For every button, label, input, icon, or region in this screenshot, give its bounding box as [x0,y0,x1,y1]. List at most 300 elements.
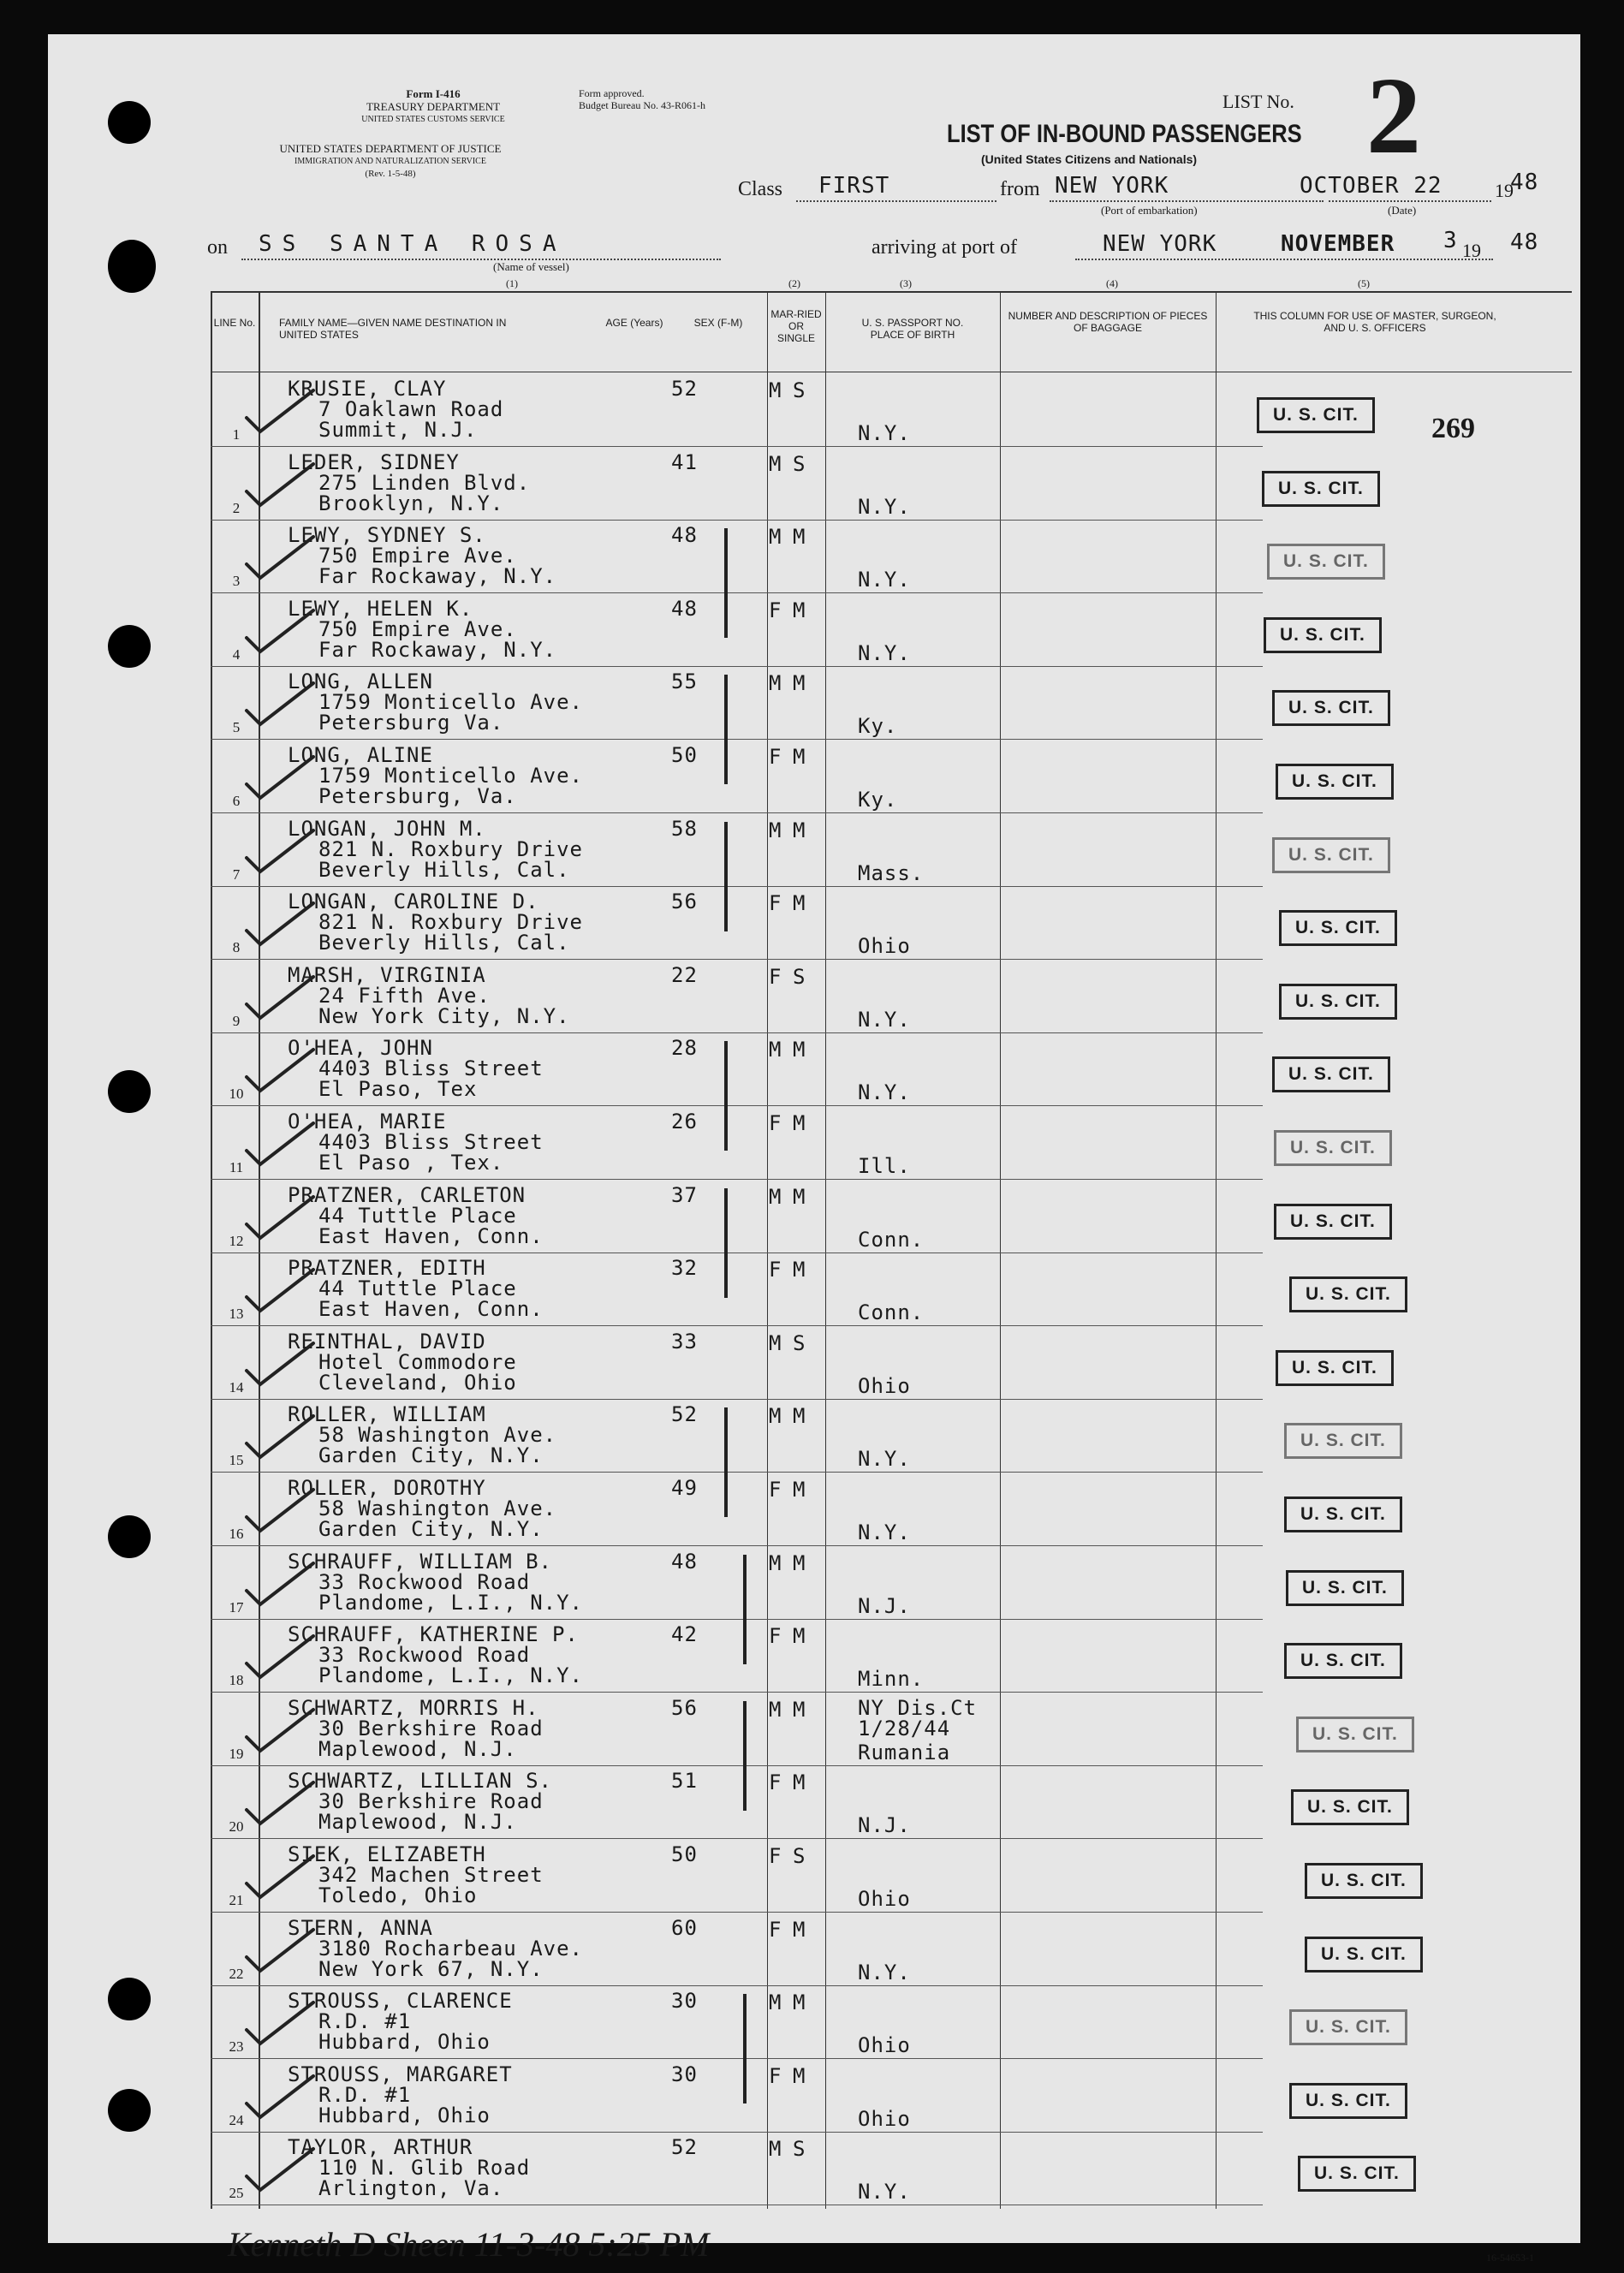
place-of-birth: N.Y. [858,2180,911,2204]
line-number: 16 [229,1526,244,1542]
punch-hole [108,1070,151,1113]
family-bracket [743,1994,747,2103]
on-label: on [207,236,228,259]
passport-number: NY Dis.Ct [858,1696,978,1720]
passenger-sex: F [769,2064,782,2088]
passenger-age: 49 [671,1476,698,1500]
passenger-name: SCHRAUFF, WILLIAM B. [288,1550,552,1574]
passenger-age: 26 [671,1110,698,1134]
line-number: 22 [229,1966,244,1982]
marital-status: M [793,818,806,842]
check-mark-icon [241,604,318,655]
address-line-1: R.D. #1 [318,2009,412,2033]
column-heading-officers: THIS COLUMN FOR USE OF MASTER, SURGEON, AND U. S. OFFICERS [1253,310,1496,334]
arriving-label: arriving at port of [871,236,1017,259]
citizen-stamp: U. S. CIT. [1286,1570,1404,1606]
place-of-birth: Conn. [858,1228,925,1252]
check-mark-icon [241,1849,318,1901]
marital-status: M [793,1551,806,1575]
signature [228,2224,709,2264]
passenger-age: 56 [671,890,698,913]
column-heading-line: LINE No. [213,317,256,329]
arrival-date: NOVEMBER [1281,231,1395,257]
citizen-stamp: U. S. CIT. [1289,1276,1407,1312]
check-mark-icon [241,1116,318,1168]
marital-status: M [793,745,806,769]
check-mark-icon [241,1190,318,1241]
line-number: 4 [232,646,241,663]
justice-label: UNITED STATES DEPARTMENT OF JUSTICE [279,142,502,155]
address-line-1: 750 Empire Ave. [318,544,517,568]
row-divider [211,2058,1263,2059]
marital-status: M [793,1770,806,1794]
passenger-age: 41 [671,450,698,474]
passenger-name: PRATZNER, EDITH [288,1256,486,1280]
line-number: 19 [229,1746,244,1762]
passenger-age: 50 [671,1842,698,1866]
address-line-1: 750 Empire Ave. [318,617,517,641]
row-divider [211,1179,1263,1180]
marital-status: M [793,1185,806,1209]
manifest-page [48,34,1580,2264]
passenger-sex: M [769,452,782,476]
citizen-stamp: U. S. CIT. [1289,2083,1407,2119]
address-line-1: 821 N. Roxbury Drive [318,837,583,861]
passenger-age: 28 [671,1036,698,1060]
row-divider [211,1619,1263,1620]
address-line-1: 7 Oaklawn Road [318,397,504,421]
place-of-birth: N.J. [858,1813,911,1837]
marital-status: S [793,1331,806,1355]
row-divider [211,1838,1263,1839]
address-line-2: Maplewood, N.J. [318,1810,517,1834]
list-label: LIST No. [1222,91,1294,112]
citizen-stamp: U. S. CIT. [1279,910,1397,946]
passenger-name: STROUSS, MARGARET [288,2062,513,2086]
column-number-2: (2) [788,277,800,289]
address-line-2: Hubbard, Ohio [318,2030,491,2054]
line-number: 14 [229,1379,244,1395]
list-subtitle: (United States Citizens and Nationals) [981,152,1198,166]
passenger-sex: F [769,598,782,622]
place-of-birth: Minn. [858,1667,925,1691]
place-of-birth: Ohio [858,934,911,958]
passenger-name: ROLLER, WILLIAM [288,1402,486,1426]
place-of-birth: N.Y. [858,1008,911,1032]
passenger-age: 58 [671,817,698,841]
line-number: 21 [229,1892,244,1908]
family-bracket [743,1555,747,1664]
passenger-name: LONGAN, CAROLINE D. [288,890,539,913]
passenger-sex: M [769,1698,782,1722]
row-divider [211,520,1263,521]
address-line-2: El Paso , Tex. [318,1151,504,1175]
embark-caption: (Port of embarkation) [1101,204,1198,217]
customs-label: UNITED STATES CUSTOMS SERVICE [361,115,505,124]
arrival-year: 48 [1510,229,1539,255]
check-mark-icon [241,1409,318,1461]
address-line-1: R.D. #1 [318,2083,412,2107]
passenger-sex: F [769,965,782,989]
address-line-2: Maplewood, N.J. [318,1737,517,1761]
passenger-age: 37 [671,1183,698,1207]
column-number-4: (4) [1106,277,1118,289]
address-line-2: Petersburg, Va. [318,784,517,808]
marital-status: M [793,671,806,695]
passenger-name: LONG, ALLEN [288,669,433,693]
signature-text: Kenneth D Sheen 11-3-48 5:25 PM [228,2225,710,2264]
address-line-2: Far Rockaway, N.Y. [318,638,557,662]
immigration-label: IMMIGRATION AND NATURALIZATION SERVICE [294,157,486,166]
place-of-birth: N.Y. [858,421,911,445]
check-mark-icon [241,1629,318,1681]
date-caption: (Date) [1388,204,1417,217]
marital-status: S [793,2137,806,2161]
family-bracket [743,1701,747,1811]
from-label: from [1000,178,1040,200]
punch-hole [108,1515,151,1558]
passenger-name: REINTHAL, DAVID [288,1330,486,1354]
marital-status: S [793,452,806,476]
punch-hole [108,240,156,293]
line-number: 3 [232,573,241,589]
marital-status: M [793,2064,806,2088]
address-line-1: 58 Washington Ave. [318,1496,557,1520]
place-of-birth: N.Y. [858,495,911,519]
passenger-name: O'HEA, MARIE [288,1110,447,1134]
line-number: 9 [232,1013,241,1029]
check-mark-icon [241,824,318,875]
address-line-1: 275 Linden Blvd. [318,471,531,495]
rev-label: (Rev. 1-5-48) [365,169,416,179]
citizen-stamp: U. S. CIT. [1267,544,1385,580]
check-mark-icon [241,896,318,948]
check-mark-icon [241,1996,318,2047]
row-divider [211,959,1263,960]
passenger-name: SCHRAUFF, KATHERINE P. [288,1622,579,1646]
citizen-stamp: U. S. CIT. [1276,1350,1394,1386]
check-mark-icon [241,1483,318,1534]
marital-status: M [793,1038,806,1062]
punch-hole [108,625,151,668]
passenger-name: LEDER, SIDNEY [288,450,460,474]
citizen-stamp: U. S. CIT. [1272,690,1390,726]
marital-status: M [793,1918,806,1942]
passenger-sex: F [769,745,782,769]
class-label: Class [738,178,783,200]
passenger-name: LONGAN, JOHN M. [288,817,486,841]
passenger-age: 42 [671,1622,698,1646]
treasury-label: TREASURY DEPARTMENT [366,100,501,113]
check-mark-icon [241,530,318,581]
passenger-age: 30 [671,2062,698,2086]
row-divider [211,1105,1263,1106]
address-line-2: Cleveland, Ohio [318,1371,517,1395]
passenger-name: TAYLOR, ARTHUR [288,2135,473,2159]
citizen-stamp: U. S. CIT. [1305,1937,1423,1973]
row-divider [211,1692,1263,1693]
passenger-sex: M [769,378,782,402]
passenger-age: 22 [671,963,698,987]
passenger-name: PRATZNER, CARLETON [288,1183,526,1207]
vessel-name: SS SANTA ROSA [259,231,567,257]
place-of-birth: N.Y. [858,1961,911,1984]
line-number: 11 [229,1159,244,1175]
passenger-name: KRUSIE, CLAY [288,377,447,401]
address-line-1: 58 Washington Ave. [318,1423,557,1447]
place-of-birth: Mass. [858,861,925,885]
check-mark-icon [241,1703,318,1754]
marital-status: S [793,965,806,989]
column-heading-sex: SEX (F-M) [693,317,743,329]
check-mark-icon [241,384,318,435]
passenger-age: 30 [671,1989,698,2013]
line-number: 13 [229,1306,244,1322]
marital-status: M [793,525,806,549]
passenger-age: 52 [671,377,698,401]
address-line-1: 4403 Bliss Street [318,1056,544,1080]
line-number: 18 [229,1672,244,1688]
marital-status: M [793,1698,806,1722]
year-prefix-2: 19 [1462,240,1481,261]
citizen-stamp: U. S. CIT. [1276,764,1394,800]
citizen-stamp: U. S. CIT. [1262,471,1380,507]
passenger-age: 52 [671,1402,698,1426]
marital-status: M [793,1111,806,1135]
vessel-caption: (Name of vessel) [493,260,569,273]
check-mark-icon [241,2069,318,2121]
passenger-name: SCHWARTZ, LILLIAN S. [288,1769,552,1793]
check-mark-icon [241,1556,318,1608]
passenger-age: 33 [671,1330,698,1354]
place-of-birth: Ohio [858,2033,911,2057]
passenger-name: STERN, ANNA [288,1916,433,1940]
passenger-sex: M [769,1404,782,1428]
marital-status: S [793,378,806,402]
citizen-stamp: U. S. CIT. [1272,1056,1390,1092]
place-of-birth: Rumania [858,1740,951,1764]
marital-status: M [793,891,806,915]
row-divider [211,812,1263,813]
column-heading-age: AGE (Years) [605,317,663,329]
citizen-stamp: U. S. CIT. [1274,1130,1392,1166]
passenger-age: 50 [671,743,698,767]
passenger-sex: F [769,891,782,915]
citizen-stamp: U. S. CIT. [1289,2009,1407,2045]
family-bracket [724,1041,728,1151]
place-of-birth: N.Y. [858,1520,911,1544]
row-divider [211,446,1263,447]
address-line-2: Plandome, L.I., N.Y. [318,1591,583,1615]
column-heading-married: MAR-RIED OR SINGLE [770,308,822,344]
address-line-1: 30 Berkshire Road [318,1789,544,1813]
check-mark-icon [241,1923,318,1974]
address-line-2: New York 67, N.Y. [318,1957,544,1981]
citizen-stamp: U. S. CIT. [1291,1789,1409,1825]
check-mark-icon [241,1043,318,1094]
column-heading-name: FAMILY NAME—GIVEN NAME DESTINATION IN UNITED STATES [279,317,507,341]
place-of-birth: N.Y. [858,641,911,665]
passenger-sex: F [769,1478,782,1502]
check-mark-icon [241,1776,318,1827]
address-line-1: 24 Fifth Ave. [318,984,491,1008]
row-divider [211,666,1263,667]
departure-date: OCTOBER 22 [1300,173,1443,199]
from-value: NEW YORK [1055,173,1169,199]
check-mark-icon [241,1263,318,1314]
passenger-name: LEWY, SYDNEY S. [288,523,486,547]
arrival-day: 3 [1443,228,1458,253]
address-line-1: 44 Tuttle Place [318,1204,517,1228]
passenger-name: MARSH, VIRGINIA [288,963,486,987]
address-line-2: Brooklyn, N.Y. [318,491,504,515]
address-line-2: East Haven, Conn. [318,1297,544,1321]
marital-status: M [793,1404,806,1428]
column-heading-baggage: NUMBER AND DESCRIPTION OF PIECES OF BAGGAGE [1008,310,1208,334]
passenger-sex: M [769,1990,782,2014]
passenger-sex: M [769,1551,782,1575]
line-number: 2 [232,500,241,516]
family-bracket [724,822,728,931]
margin-note: 269 [1431,413,1475,444]
form-number: Form I-416 [406,87,461,100]
passenger-age: 51 [671,1769,698,1793]
line-number: 1 [232,426,241,443]
punch-hole [108,1978,151,2020]
passenger-age: 48 [671,597,698,621]
address-line-2: Petersburg Va. [318,711,504,735]
place-of-birth: N.Y. [858,1080,911,1104]
address-line-2: East Haven, Conn. [318,1224,544,1248]
place-of-birth: Ohio [858,1887,911,1911]
line-number: 20 [229,1818,244,1835]
passenger-age: 55 [671,669,698,693]
marital-status: M [793,1258,806,1282]
row-divider [211,1325,1263,1326]
family-bracket [724,1407,728,1517]
footer-code: 16-54653-1 [1486,2252,1534,2264]
address-line-1: 110 N. Glib Road [318,2156,531,2180]
passenger-sex: F [769,1111,782,1135]
passenger-sex: F [769,1258,782,1282]
address-line-1: 3180 Rocharbeau Ave. [318,1937,583,1961]
passenger-name: STROUSS, CLARENCE [288,1989,513,2013]
passenger-sex: M [769,525,782,549]
column-heading-passport: U. S. PASSPORT NO. PLACE OF BIRTH [861,317,964,341]
passenger-sex: M [769,671,782,695]
passenger-sex: M [769,2137,782,2161]
column-number-5: (5) [1358,277,1370,289]
list-number: 2 [1366,55,1421,176]
passenger-age: 48 [671,1550,698,1574]
address-line-2: Far Rockaway, N.Y. [318,564,557,588]
passenger-age: 56 [671,1696,698,1720]
passenger-sex: M [769,818,782,842]
class-value: FIRST [818,173,890,199]
passenger-age: 48 [671,523,698,547]
row-divider [211,1472,1263,1473]
check-mark-icon [241,750,318,801]
punch-hole [108,101,151,144]
marital-status: M [793,1478,806,1502]
passenger-sex: F [769,1918,782,1942]
marital-status: M [793,598,806,622]
address-line-1: Hotel Commodore [318,1350,517,1374]
address-line-1: 821 N. Roxbury Drive [318,910,583,934]
family-bracket [724,675,728,784]
address-line-1: 44 Tuttle Place [318,1276,517,1300]
row-divider [211,739,1263,740]
place-of-birth: Ky. [858,788,898,812]
family-bracket [724,1188,728,1298]
address-line-2: Garden City, N.Y. [318,1443,544,1467]
line-number: 7 [232,866,241,883]
marital-status: M [793,1624,806,1648]
arrival-port: NEW YORK [1103,231,1217,257]
row-divider [211,1765,1263,1766]
address-line-1: 1759 Monticello Ave. [318,690,583,714]
citizen-stamp: U. S. CIT. [1296,1717,1414,1752]
citizen-stamp: U. S. CIT. [1264,617,1382,653]
place-of-birth: N.Y. [858,568,911,592]
address-line-1: 342 Machen Street [318,1863,544,1887]
budget-bureau: Budget Bureau No. 43-R061-h [579,99,705,111]
address-line-2: Beverly Hills, Cal. [318,858,570,882]
address-line-2: New York City, N.Y. [318,1004,570,1028]
column-number-3: (3) [900,277,912,289]
line-number: 8 [232,939,241,955]
row-divider [211,1912,1263,1913]
marital-status: M [793,1990,806,2014]
line-number: 15 [229,1452,244,1468]
passenger-age: 60 [671,1916,698,1940]
line-number: 6 [232,793,241,809]
passenger-sex: F [769,1844,782,1868]
passenger-name: ROLLER, DOROTHY [288,1476,486,1500]
citizen-stamp: U. S. CIT. [1298,2156,1416,2192]
check-mark-icon [241,676,318,728]
address-line-1: 30 Berkshire Road [318,1717,544,1740]
address-line-1: 4403 Bliss Street [318,1130,544,1154]
passport-date: 1/28/44 [858,1717,951,1740]
line-number: 12 [229,1233,244,1249]
citizen-stamp: U. S. CIT. [1274,1204,1392,1240]
line-number: 17 [229,1599,244,1615]
line-number: 5 [232,719,241,735]
row-divider [211,1032,1263,1033]
place-of-birth: Conn. [858,1300,925,1324]
citizen-stamp: U. S. CIT. [1305,1863,1423,1899]
address-line-1: 33 Rockwood Road [318,1643,531,1667]
address-line-2: Garden City, N.Y. [318,1517,544,1541]
passenger-age: 32 [671,1256,698,1280]
address-line-1: 1759 Monticello Ave. [318,764,583,788]
check-mark-icon [241,1336,318,1388]
line-number: 25 [229,2185,244,2201]
place-of-birth: Ky. [858,714,898,738]
place-of-birth: Ohio [858,2107,911,2131]
address-line-2: Toledo, Ohio [318,1883,478,1907]
passenger-age: 52 [671,2135,698,2159]
line-number: 10 [229,1086,244,1102]
row-divider [211,1399,1263,1400]
passenger-sex: F [769,1770,782,1794]
form-approved: Form approved. [579,87,645,99]
check-mark-icon [241,970,318,1021]
place-of-birth: Ohio [858,1374,911,1398]
list-title: LIST OF IN-BOUND PASSENGERS [947,120,1302,148]
line-number: 24 [229,2112,244,2128]
